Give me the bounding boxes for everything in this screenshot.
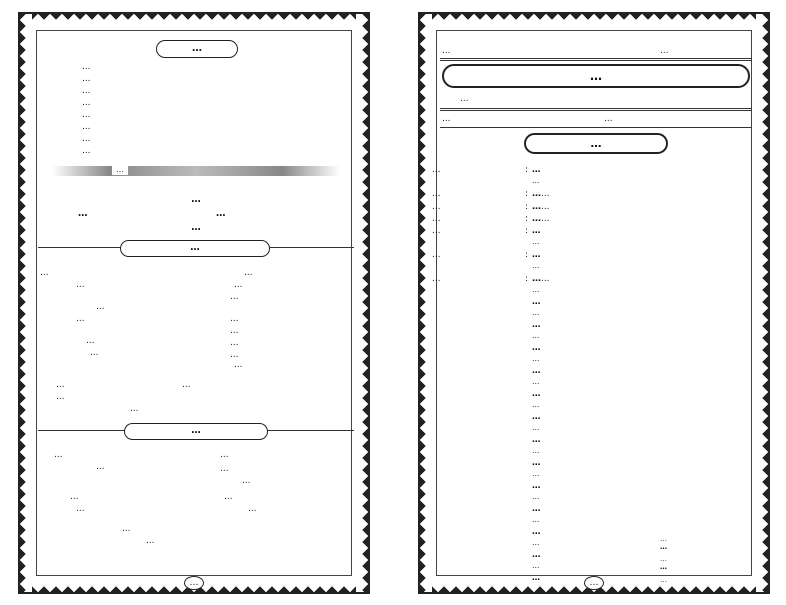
district-org-secretary-name: … [230, 314, 239, 324]
row-sub: … [532, 261, 540, 270]
district-r1-name: … [86, 336, 95, 346]
program-2-time: … [604, 114, 613, 124]
border-ornament [356, 14, 368, 592]
row-value: … [532, 165, 541, 175]
notice-text: … [112, 164, 128, 175]
kaup-heading: … [124, 423, 268, 440]
row-value: … [532, 189, 541, 199]
row-sub: … [532, 237, 540, 246]
district-r2-name: … [230, 338, 239, 348]
row-label: … [432, 189, 441, 199]
row-label: … [432, 226, 441, 236]
row-sub: … [532, 176, 540, 185]
event-title: … [442, 64, 750, 88]
district-members-2: … [56, 392, 65, 402]
guest-sub: … [532, 469, 540, 478]
kaup-r1-name: … [220, 450, 229, 460]
guest-sub: … [532, 561, 540, 570]
kaup-r3-name: … [224, 492, 233, 502]
divider [440, 108, 752, 111]
row-value: … [532, 250, 541, 260]
kaup-r2-role: … [242, 476, 251, 486]
guest-name: … [660, 563, 667, 571]
guest-sub: … [660, 555, 667, 563]
row-label: … [432, 274, 441, 284]
program-2-label: … [442, 114, 451, 124]
row-extra: … [541, 189, 550, 199]
district-president-role: … [76, 280, 85, 290]
page-number: … [184, 576, 204, 590]
kaup-treasurer-name: … [70, 492, 79, 502]
guest-name: … [532, 343, 541, 353]
row-extra: … [541, 274, 550, 284]
border-ornament [420, 14, 768, 26]
honoree-6: … [82, 122, 91, 132]
guest-name: … [532, 297, 541, 307]
border-ornament [756, 14, 768, 592]
kaup-president-role: … [96, 462, 105, 472]
guest-sub: … [532, 331, 540, 340]
page-number: … [584, 576, 604, 590]
sannanitaru-heading: … [156, 40, 238, 58]
honoree-4: … [82, 98, 91, 108]
divider [440, 127, 752, 128]
row-extra: … [541, 202, 550, 212]
border-ornament [20, 14, 32, 592]
district-members-1: … [182, 380, 191, 390]
kaup-treasurer-role: … [76, 504, 85, 514]
honoree-1: … [82, 62, 91, 72]
guest-name: … [532, 320, 541, 330]
guest-sub: … [532, 377, 540, 386]
district-heading: … [120, 240, 270, 257]
guest-name: … [532, 550, 541, 560]
border-ornament [20, 14, 368, 26]
guest-name: … [532, 435, 541, 445]
guest-sub: … [532, 446, 540, 455]
guest-name: … [532, 504, 541, 514]
guest-sub: … [660, 535, 667, 543]
row-value: … [532, 226, 541, 236]
guest-name: … [532, 412, 541, 422]
guest-name: … [660, 543, 667, 551]
guest-sub: … [532, 423, 540, 432]
left-page [18, 12, 370, 594]
row-extra: … [541, 214, 550, 224]
district-secretary-fullname: … [234, 280, 243, 290]
right-page: … … … … … … … … : … … … : …… … : …… … : …… … : … … … : … … … : …… … … … … … … … … … … … … … … … … … … … … … … … … … … … … … … … … [418, 12, 770, 594]
honoree-2: … [82, 74, 91, 84]
guest-sub: … [532, 308, 540, 317]
honoree-7: … [82, 134, 91, 144]
row-value: … [532, 214, 541, 224]
guest-name: … [532, 366, 541, 376]
notice-band [52, 166, 340, 176]
honoree-5: … [82, 110, 91, 120]
guest-sub: … [532, 492, 540, 501]
district-r3-name: … [234, 360, 243, 370]
guest-name: … [532, 458, 541, 468]
kaup-president-name: … [54, 450, 63, 460]
row-label: … [432, 250, 441, 260]
row-value: … [532, 202, 541, 212]
honoree-8: … [82, 146, 91, 156]
border-ornament [420, 14, 432, 592]
guest-sub: … [532, 515, 540, 524]
row-label: … [432, 202, 441, 212]
district-r3-role: … [230, 350, 239, 360]
guest-name: … [532, 481, 541, 491]
guest-sub: … [660, 576, 667, 584]
program-label: … [442, 46, 451, 56]
kaup-secretary-name-2: … [146, 536, 155, 546]
row-label: … [432, 165, 441, 175]
guest-sub: … [532, 400, 540, 409]
guest-name: … [532, 389, 541, 399]
district-r1-role: … [230, 326, 239, 336]
district-secretary-name: … [244, 268, 253, 278]
kaup-r2-name: … [220, 464, 229, 474]
inaugurator: … [460, 94, 469, 104]
committee-line-2a: … [78, 208, 88, 219]
guest-name: … [532, 573, 540, 582]
committee-line-2b: … [216, 208, 226, 219]
kaup-secretary-name-1: … [122, 524, 131, 534]
guest-name: … [532, 527, 541, 537]
committee-line-3: … [191, 222, 201, 233]
district-president-name: … [40, 268, 49, 278]
section-title: … [524, 133, 668, 154]
guest-sub: … [532, 538, 540, 547]
honoree-3: … [82, 86, 91, 96]
district-org-secretary-role: … [76, 314, 85, 324]
row-label: … [432, 214, 441, 224]
program-time: … [660, 46, 669, 56]
district-members-3: … [130, 404, 139, 414]
district-treasurer-name: … [96, 302, 105, 312]
row-sub: … [532, 285, 540, 294]
kaup-r3-role: … [248, 504, 257, 514]
committee-line-1: … [191, 194, 201, 205]
district-r2-role: … [90, 348, 99, 358]
row-value: … [532, 274, 541, 284]
district-members-label: … [56, 380, 65, 390]
divider [440, 58, 752, 61]
district-treasurer-role: … [230, 292, 239, 302]
guest-sub: … [532, 354, 540, 363]
